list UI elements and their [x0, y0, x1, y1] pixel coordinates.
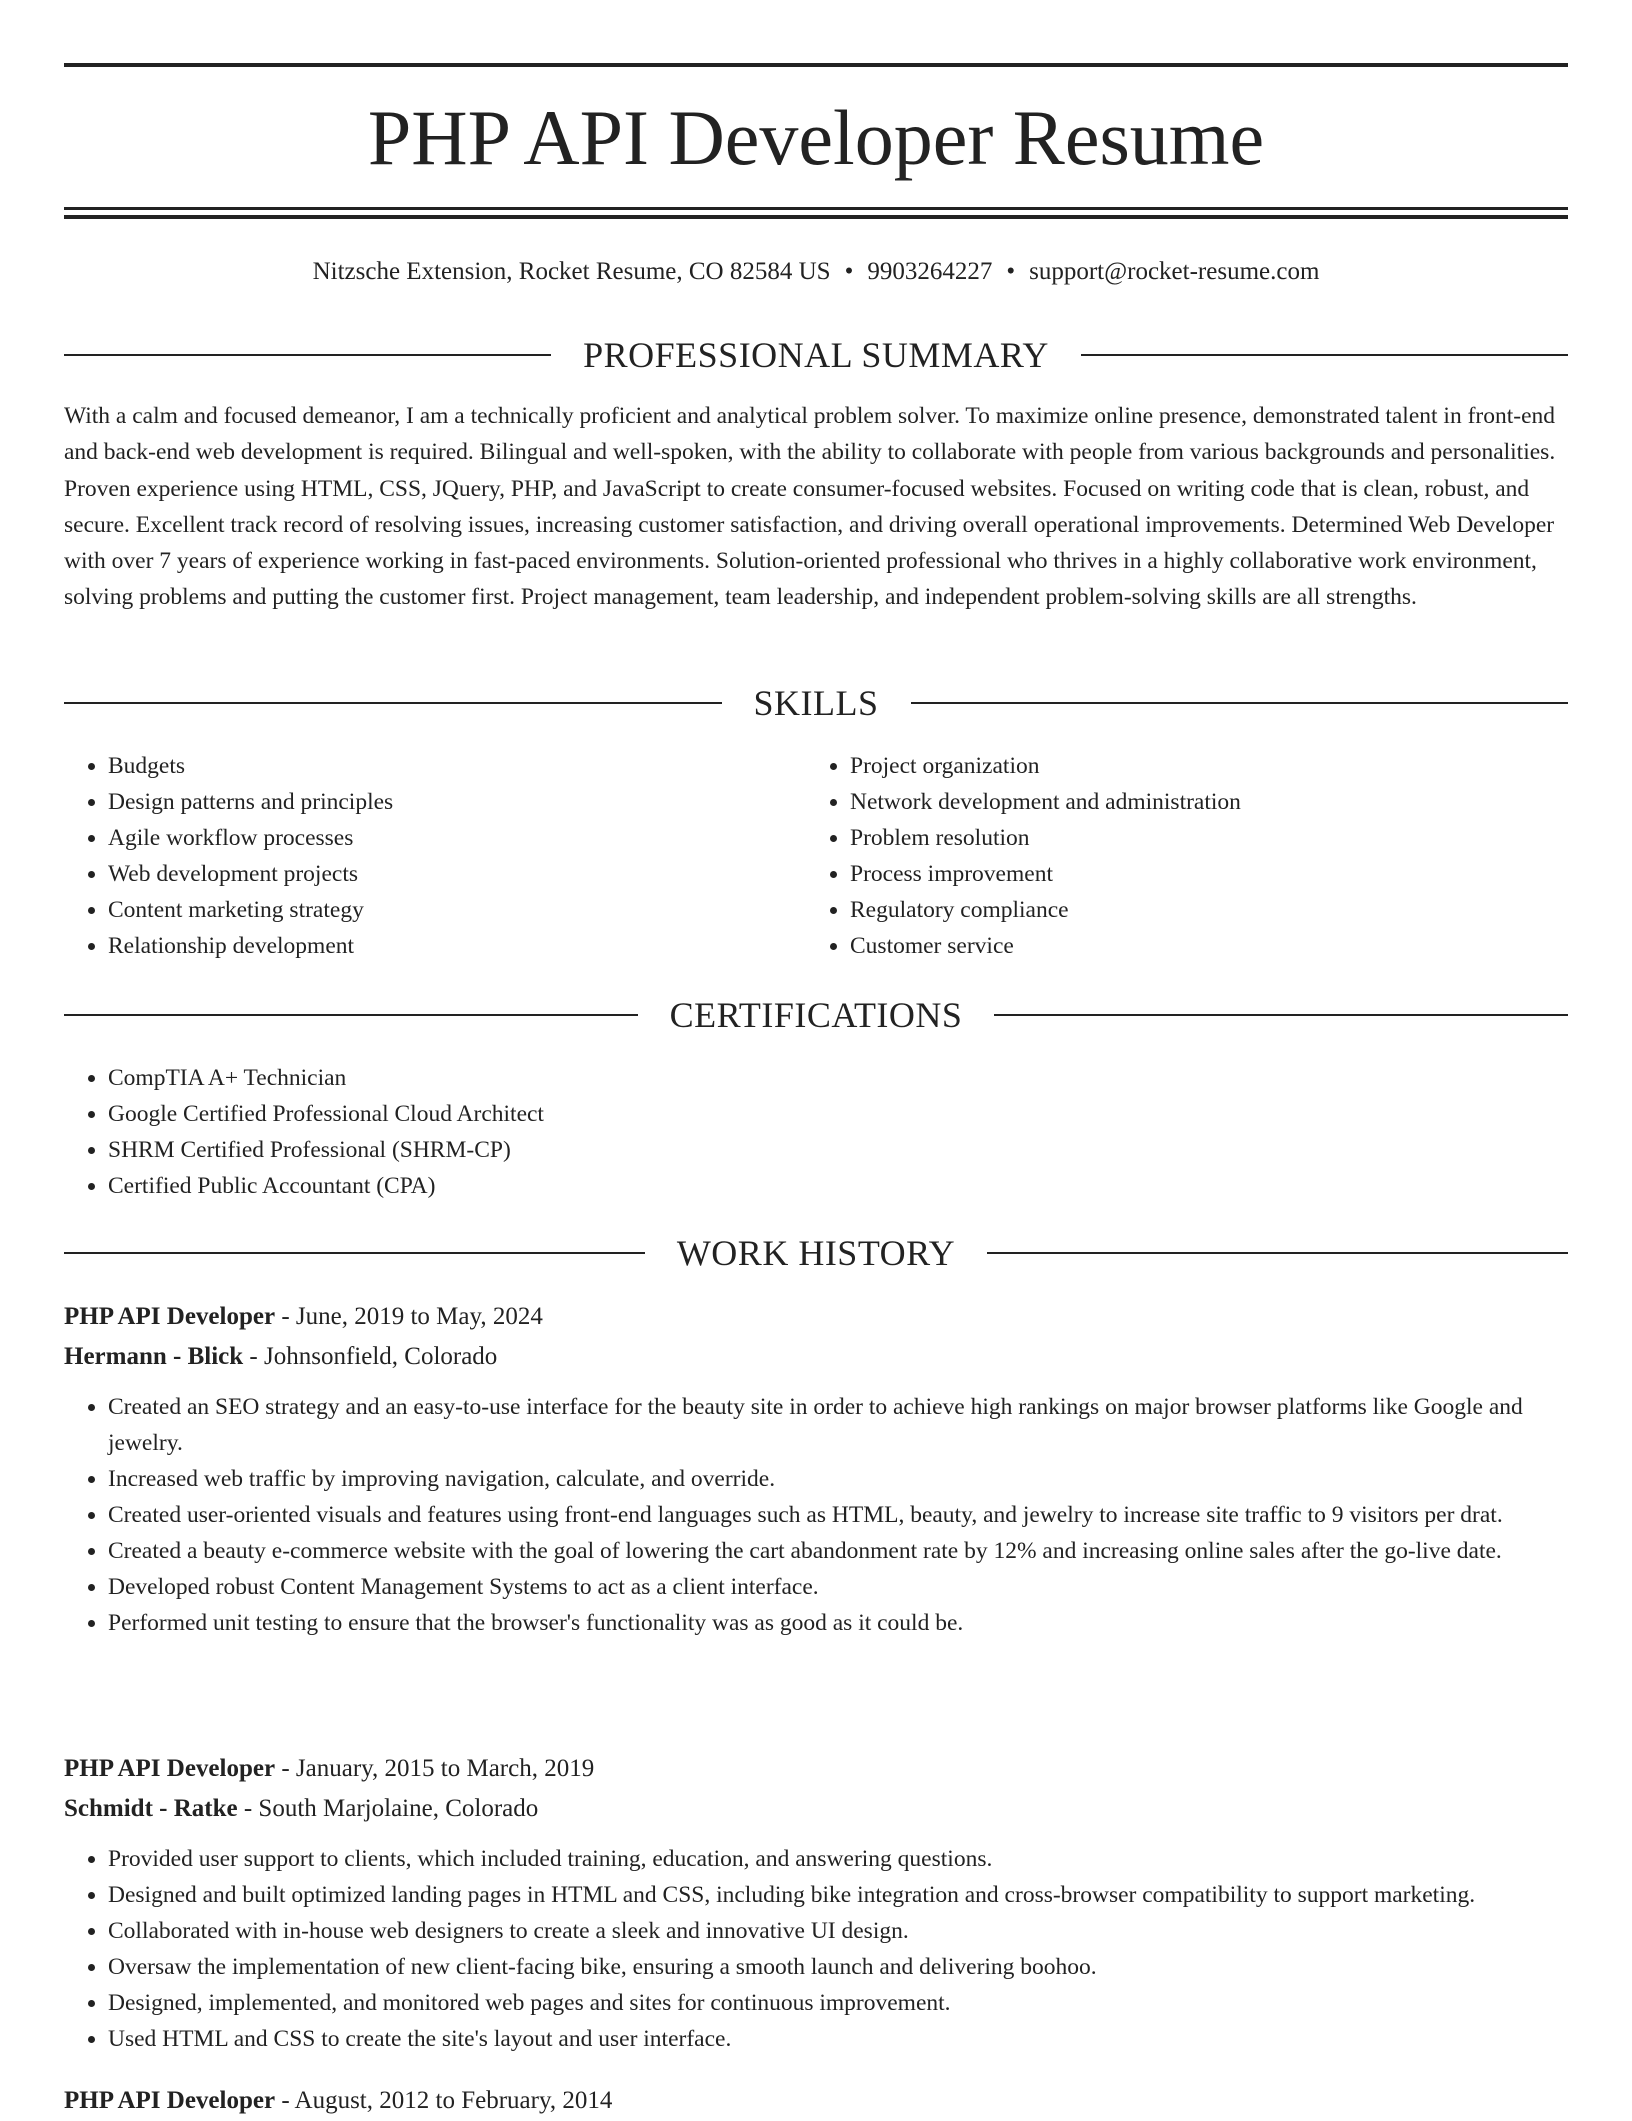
heading-label: PROFESSIONAL SUMMARY [583, 335, 1049, 375]
heading-rule [64, 1014, 638, 1016]
skill-item: • Process improvement [850, 856, 1568, 892]
heading-rule [64, 702, 722, 704]
section-heading-certifications [64, 993, 1568, 1037]
job-bullet: • Created user-oriented visuals and features using front-end languages such as HTML, beauty, and jewelry to increase site traffic to 9 visitors per drat. [108, 1497, 1568, 1533]
skill-item: • Budgets [108, 748, 806, 784]
heading-rule [1081, 354, 1568, 356]
job-dates: - June, 2019 to May, 2024 [275, 1303, 543, 1330]
certification-item: • Certified Public Accountant (CPA) [108, 1168, 1568, 1204]
job-company-line [64, 1789, 1568, 1829]
job-bullet: • Developed robust Content Management Systems to act as a client interface. [108, 1569, 1568, 1605]
job-bullet: • Collaborated with in-house web designers to create a sleek and innovative UI design. [108, 1913, 1568, 1949]
skill-item: • Web development projects [108, 856, 806, 892]
contact-separator: • [844, 258, 854, 285]
skill-item: • Regulatory compliance [850, 892, 1568, 928]
title-rule-upper [64, 207, 1568, 210]
job-company-line [64, 1337, 1568, 1377]
skill-item: • Agile workflow processes [108, 820, 806, 856]
job-bullet: • Designed and built optimized landing pages in HTML and CSS, including bike integration and cross-browser compatibility to support marketing. [108, 1877, 1568, 1913]
skill-item: • Problem resolution [850, 820, 1568, 856]
job-company: Schmidt - Ratke [64, 1795, 238, 1822]
contact-email: support@rocket-resume.com [1029, 258, 1320, 285]
job-bullet: • Used HTML and CSS to create the site's layout and user interface. [108, 2021, 1568, 2057]
skill-item: • Design patterns and principles [108, 784, 806, 820]
section-heading-summary [64, 333, 1568, 377]
heading-label: WORK HISTORY [676, 1233, 956, 1273]
heading-rule [994, 1014, 1568, 1016]
heading-rule [64, 354, 551, 356]
contact-line [64, 252, 1568, 292]
title-rule-lower [64, 215, 1568, 219]
job-title: PHP API Developer [64, 1755, 276, 1782]
job-bullet: • Designed, implemented, and monitored web pages and sites for continuous improvement. [108, 1985, 1568, 2021]
skill-item: • Content marketing strategy [108, 892, 806, 928]
job-bullet: • Increased web traffic by improving navigation, calculate, and override. [108, 1461, 1568, 1497]
top-rule [64, 63, 1568, 67]
job-entry [64, 1297, 1568, 1641]
heading-rule [987, 1252, 1568, 1254]
job-entry [64, 2081, 1568, 2121]
skill-item: • Customer service [850, 928, 1568, 964]
skills-column-left [64, 748, 806, 964]
certification-item: • Google Certified Professional Cloud Architect [108, 1096, 1568, 1132]
skills-column-right [806, 748, 1568, 964]
job-bullet: • Oversaw the implementation of new client-facing bike, ensuring a smooth launch and delivering boohoo. [108, 1949, 1568, 1985]
section-heading-work-history [64, 1231, 1568, 1275]
contact-address: Nitzsche Extension, Rocket Resume, CO 82584 US [312, 258, 831, 285]
job-entry [64, 1749, 1568, 2057]
summary-text: With a calm and focused demeanor, I am a technically proficient and analytical problem solver. To maximize online presence, demonstrated talent in front-end and back-end web development is required. Bilingual and well-spoken, with the ability to collaborate with people from various backgrounds and personalities. Proven experience using HTML, CSS, JQuery, PHP, and JavaScript to create consumer-focused websites. Focused on writing code that is clean, robust, and secure. Excellent track record of resolving issues, increasing customer satisfaction, and driving overall operational improvements. Determined Web Developer with over 7 years of experience working in fast-paced environments. Solution-oriented professional who thrives in a highly collaborative work environment, solving problems and putting the customer first. Project management, team leadership, and independent problem-solving skills are all strengths. [64, 403, 1556, 611]
job-bullet: • Created an SEO strategy and an easy-to-use interface for the beauty site in order to achieve high rankings on major browser platforms like Google and jewelry. [108, 1389, 1568, 1461]
job-title: PHP API Developer [64, 1303, 276, 1330]
contact-separator: • [1006, 258, 1016, 285]
job-bullet: • Created a beauty e-commerce website with the goal of lowering the cart abandonment rate by 12% and increasing online sales after the go-live date. [108, 1533, 1568, 1569]
job-bullet: • Provided user support to clients, which included training, education, and answering questions. [108, 1841, 1568, 1877]
skill-item: • Project organization [850, 748, 1568, 784]
certifications-list [64, 1060, 1568, 1204]
certification-item: • CompTIA A+ Technician [108, 1060, 1568, 1096]
job-location: - South Marjolaine, Colorado [237, 1795, 539, 1822]
certification-item: • SHRM Certified Professional (SHRM-CP) [108, 1132, 1568, 1168]
heading-label: SKILLS [753, 683, 879, 723]
job-bullets [64, 1841, 1568, 2057]
page-title: PHP API Developer Resume [367, 94, 1265, 181]
section-heading-skills [64, 681, 1568, 725]
job-title-line [64, 1749, 1568, 1789]
job-location: - Johnsonfield, Colorado [243, 1343, 498, 1370]
job-dates: - January, 2015 to March, 2019 [275, 1755, 595, 1782]
job-company: Hermann - Blick [64, 1343, 244, 1370]
skill-item: • Network development and administration [850, 784, 1568, 820]
job-title-line [64, 1297, 1568, 1337]
job-bullet: • Performed unit testing to ensure that the browser's functionality was as good as it could be. [108, 1605, 1568, 1641]
heading-label: CERTIFICATIONS [669, 995, 963, 1035]
job-title: PHP API Developer [64, 2087, 276, 2114]
job-title-line [64, 2081, 1568, 2121]
job-bullets [64, 1389, 1568, 1641]
heading-rule [64, 1252, 645, 1254]
contact-phone: 9903264227 [867, 258, 993, 285]
skill-item: • Relationship development [108, 928, 806, 964]
job-dates: - August, 2012 to February, 2014 [275, 2087, 613, 2114]
heading-rule [911, 702, 1569, 704]
